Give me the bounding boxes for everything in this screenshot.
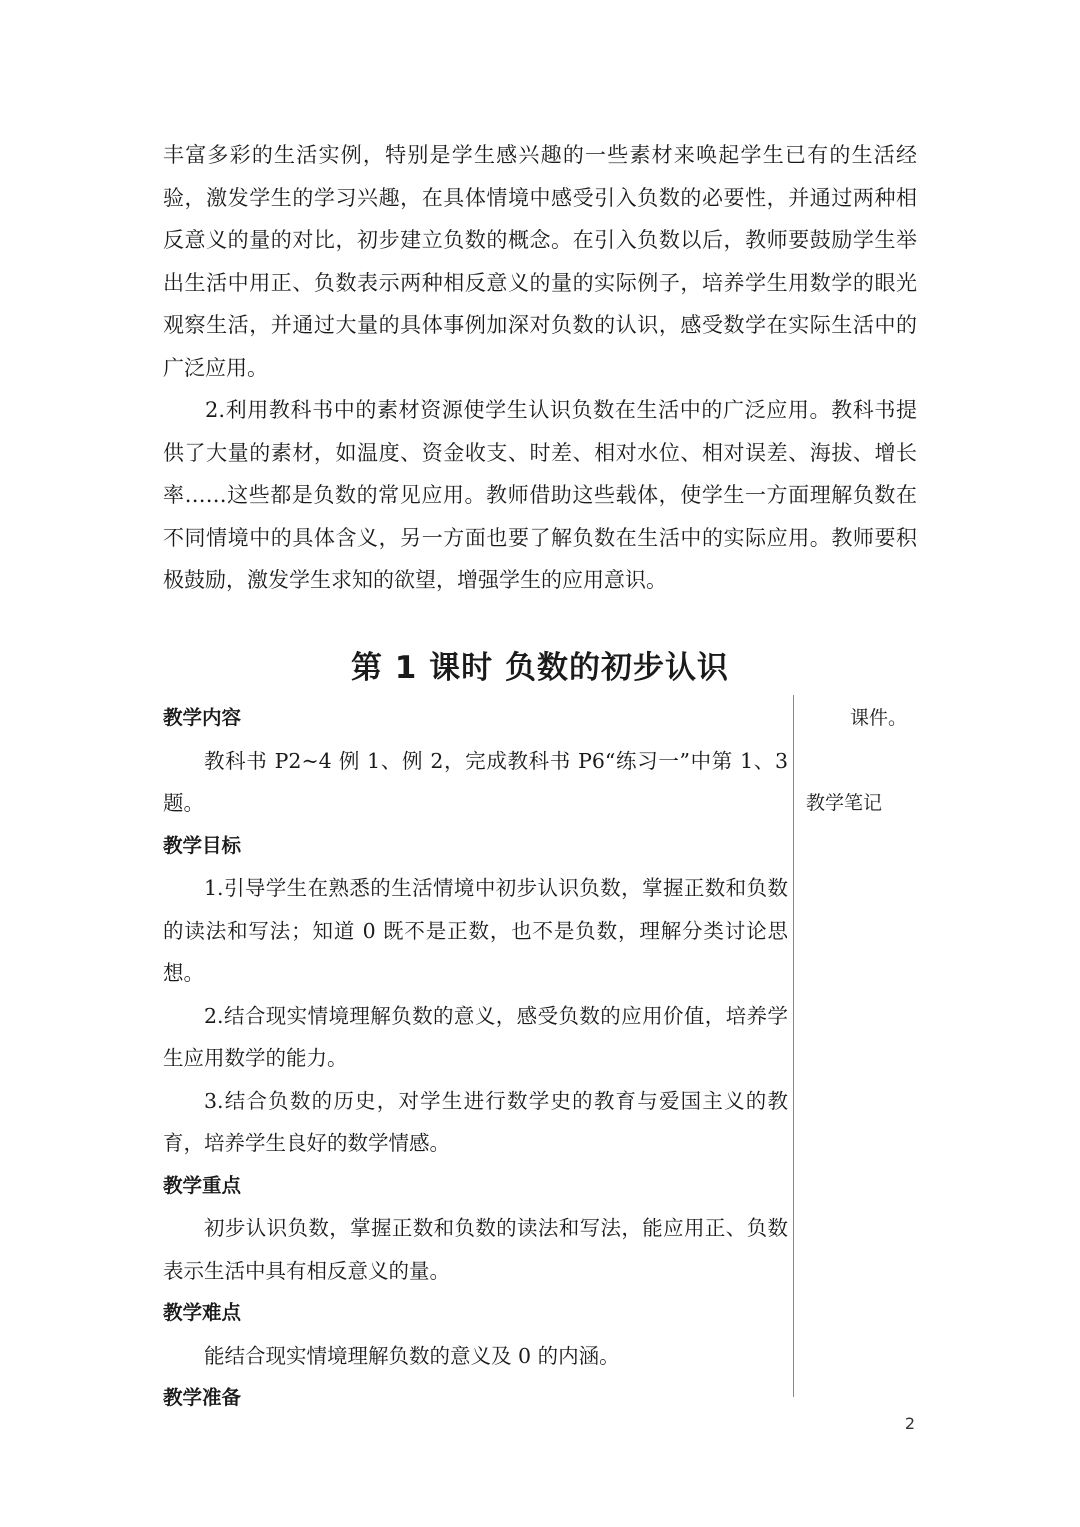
courseware-text: 课件。 <box>850 707 908 729</box>
intro-paragraph-1: 丰富多彩的生活实例，特别是学生感兴趣的一些素材来唤起学生已有的生活经验，激发学生的学习兴趣，在具体情境中感受引入负数的必要性，并通过两种相反意义的量的对比，初步建立负数的概念。在引入负数以后，教师要鼓励学生举出生活中用正、负数表示两种相反意义的量的实际例子，培养学生用数学的眼光观察生活，并通过大量的具体事例加深对负数的认识，感受数学在实际生活中的广泛应用。 <box>163 143 917 380</box>
key-points-text: 初步认识负数，掌握正数和负数的读法和写法，能应用正、负数表示生活中具有相反意义的量。 <box>163 1216 788 1283</box>
goal-item-1: 1.引导学生在熟悉的生活情境中初步认识负数，掌握正数和负数的读法和写法；知道 0 既不是正数，也不是负数，理解分类讨论思想。 <box>163 876 788 985</box>
preparation-heading: 教学准备 <box>163 1386 242 1409</box>
lesson-main-column <box>163 697 788 1420</box>
key-points-heading: 教学重点 <box>163 1173 242 1197</box>
difficulty-heading: 教学难点 <box>163 1301 242 1324</box>
intro-section <box>163 134 917 602</box>
goals-heading: 教学目标 <box>163 833 242 857</box>
content-text: 教科书 P2~4 例 1、例 2，完成教科书 P6“练习一”中第 1、3 题。 <box>163 748 788 815</box>
goal-item-2: 2.结合现实情境理解负数的意义，感受负数的应用价值，培养学生应用数学的能力。 <box>163 1003 788 1070</box>
goal-item-3: 3.结合负数的历史，对学生进行数学史的教育与爱国主义的教育，培养学生良好的数学情感。 <box>163 1088 788 1155</box>
difficulty-text: 能结合现实情境理解负数的意义及 0 的内涵。 <box>204 1343 620 1368</box>
lesson-title: 第 1 课时 负数的初步认识 <box>351 650 729 686</box>
teaching-notes-label: 教学笔记 <box>806 792 883 814</box>
intro-paragraph-2: 2.利用教科书中的素材资源使学生认识负数在生活中的广泛应用。教科书提供了大量的素材，如温度、资金收支、时差、相对水位、相对误差、海拔、增长率……这些都是负数的常见应用。教师借助这些载体，使学生一方面理解负数在不同情境中的具体含义，另一方面也要了解负数在生活中的实际应用。教师要积极鼓励，激发学生求知的欲望，增强学生的应用意识。 <box>163 398 917 592</box>
page-number: 2 <box>904 1414 915 1433</box>
column-divider <box>793 695 794 1397</box>
content-heading: 教学内容 <box>163 706 242 729</box>
